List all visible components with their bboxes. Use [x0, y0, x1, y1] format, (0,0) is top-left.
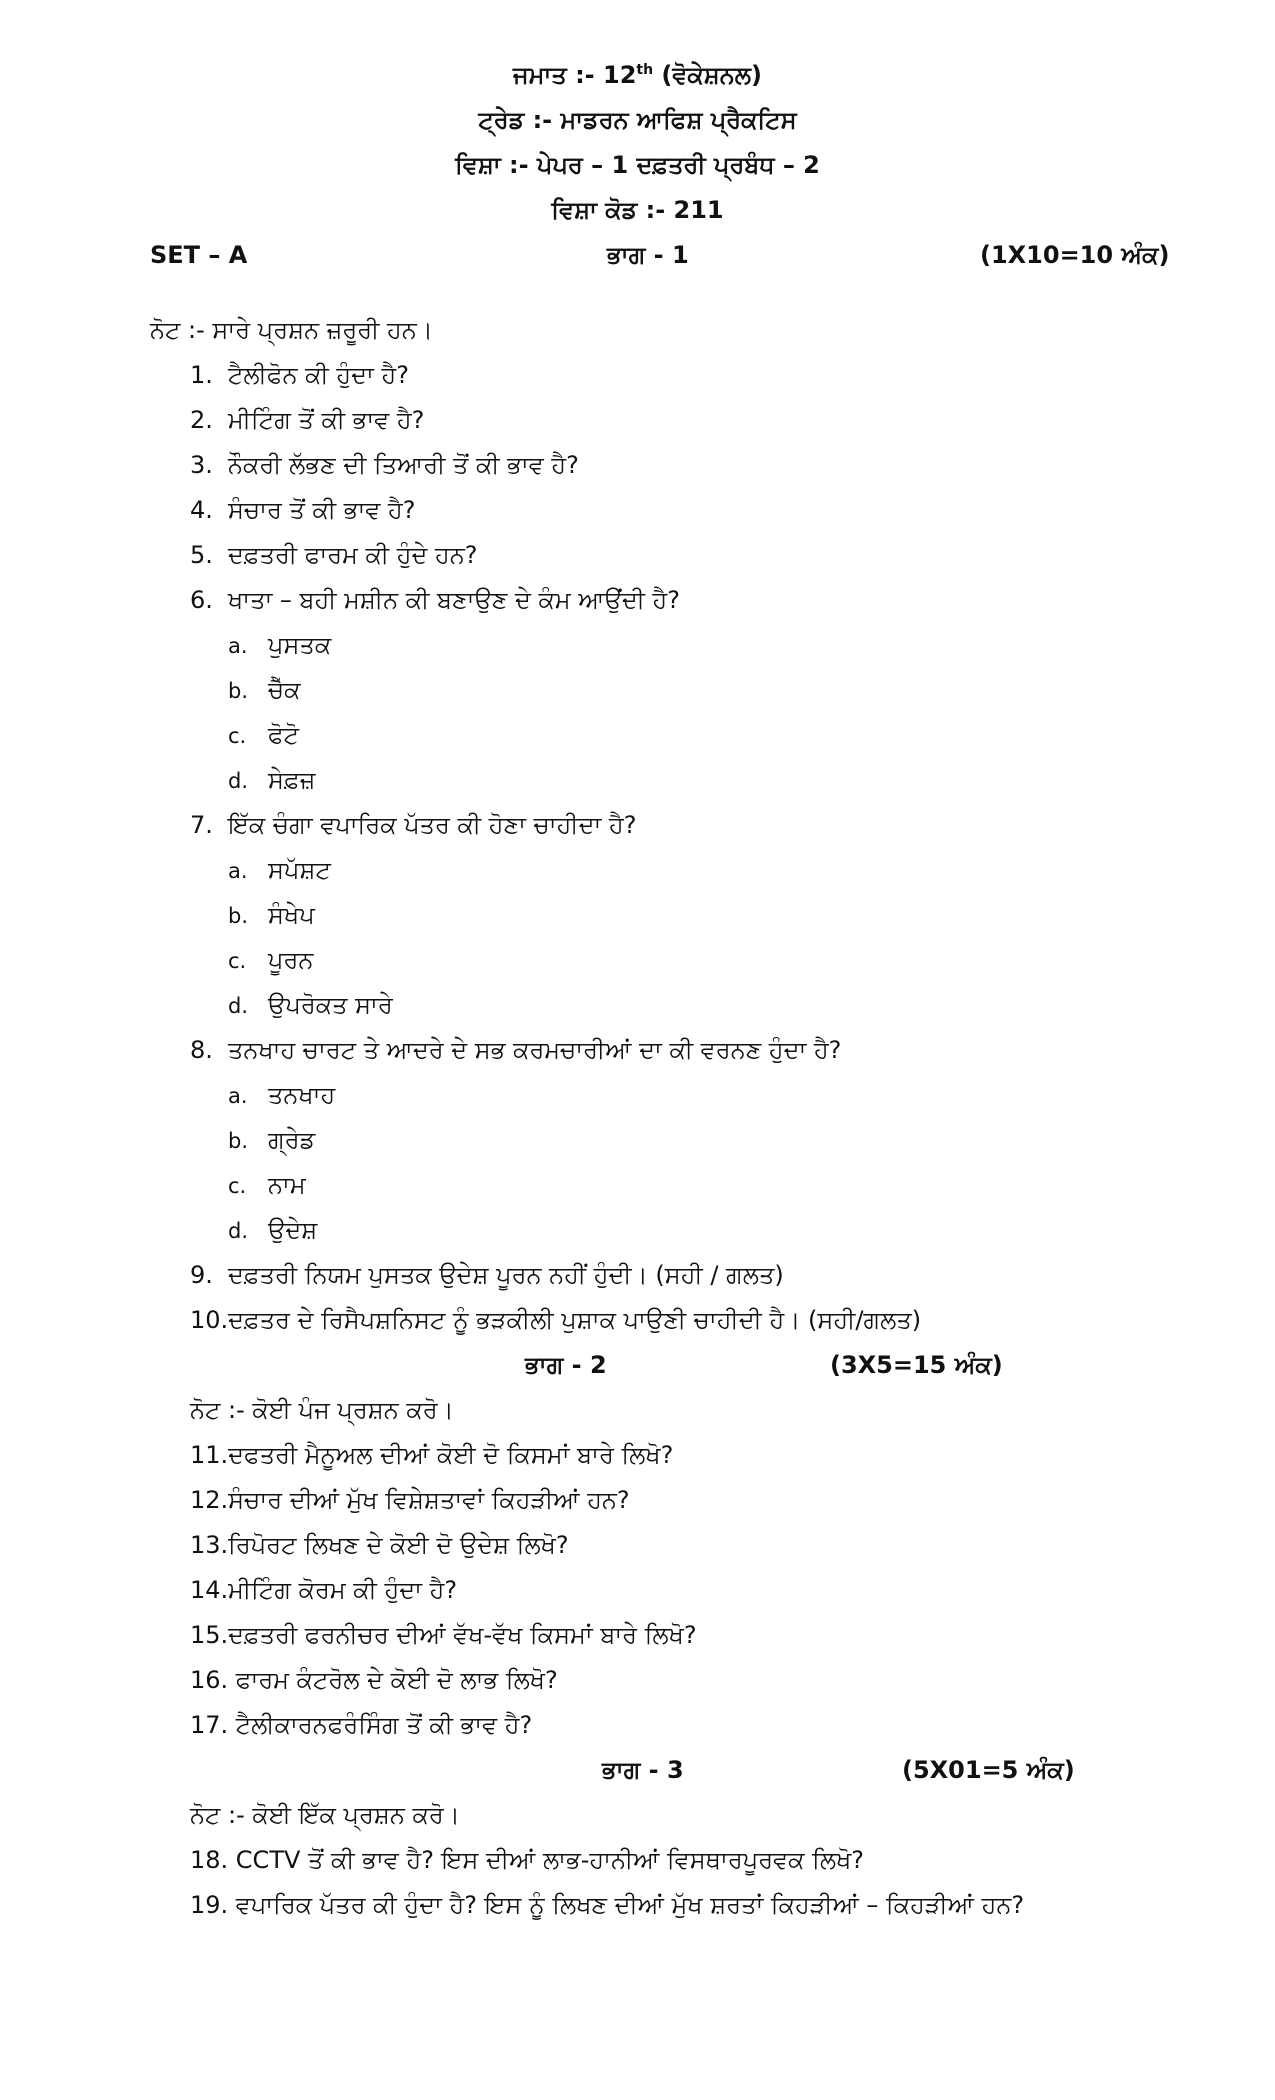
part1-title: ਭਾਗ - 1: [607, 241, 689, 269]
part3-marks: (5X01=5 ਅੰਕ): [902, 1756, 1075, 1784]
question-7-option-d: d. ਉਪਰੋਕਤ ਸਾਰੇ: [228, 991, 393, 1019]
part1-marks: (1X10=10 ਅੰਕ): [980, 241, 1170, 269]
question-7-option-a: a. ਸਪੱਸ਼ਟ: [228, 856, 331, 884]
question-2: 2. ਮੀਟਿੰਗ ਤੋਂ ਕੀ ਭਾਵ ਹੈ?: [190, 406, 425, 434]
question-17: 17. ਟੈਲੀਕਾਰਨਫਰੰਸਿੰਗ ਤੋਂ ਕੀ ਭਾਵ ਹੈ?: [190, 1711, 533, 1739]
question-3: 3. ਨੌਕਰੀ ਲੱਭਣ ਦੀ ਤਿਆਰੀ ਤੋਂ ਕੀ ਭਾਵ ਹੈ?: [190, 451, 579, 479]
question-13: 13.ਰਿਪੋਰਟ ਲਿਖਣ ਦੇ ਕੋਈ ਦੋ ਉਦੇਸ਼ ਲਿਖੋ?: [190, 1531, 569, 1559]
question-10: 10.ਦਫ਼ਤਰ ਦੇ ਰਿਸੈਪਸ਼ਨਿਸਟ ਨੂੰ ਭੜਕੀਲੀ ਪੁਸ਼ਾਕ ਪਾਉਣੀ ਚਾਹੀਦੀ ਹੈ। (ਸਹੀ/ਗਲਤ): [190, 1306, 922, 1334]
part2-note: ਨੋਟ :- ਕੋਈ ਪੰਜ ਪ੍ਰਸ਼ਨ ਕਰੋ।: [190, 1396, 454, 1424]
question-7: 7. ਇੱਕ ਚੰਗਾ ਵਪਾਰਿਕ ਪੱਤਰ ਕੀ ਹੋਣਾ ਚਾਹੀਦਾ ਹੈ?: [190, 811, 637, 839]
question-18: 18. CCTV ਤੋਂ ਕੀ ਭਾਵ ਹੈ? ਇਸ ਦੀਆਂ ਲਾਭ-ਹਾਨੀਆਂ ਵਿਸਥਾਰਪੂਰਵਕ ਲਿਖੋ?: [190, 1846, 865, 1874]
part2-title: ਭਾਗ - 2: [525, 1351, 607, 1379]
part1-note: ਨੋਟ :- ਸਾਰੇ ਪ੍ਰਸ਼ਨ ਜ਼ਰੂਰੀ ਹਨ।: [150, 316, 433, 344]
subject-heading: ਵਿਸ਼ਾ :- ਪੇਪਰ – 1 ਦਫ਼ਤਰੀ ਪ੍ਰਬੰਧ – 2: [455, 151, 820, 179]
question-8-option-d: d. ਉਦੇਸ਼: [228, 1216, 318, 1244]
question-7-option-b: b. ਸੰਖੇਪ: [228, 901, 315, 929]
set-label: SET – A: [150, 241, 248, 269]
question-8: 8. ਤਨਖਾਹ ਚਾਰਟ ਤੇ ਆਦਰੇ ਦੇ ਸਭ ਕਰਮਚਾਰੀਆਂ ਦਾ ਕੀ ਵਰਨਣ ਹੁੰਦਾ ਹੈ?: [190, 1036, 842, 1064]
question-1: 1. ਟੈਲੀਫੋਨ ਕੀ ਹੁੰਦਾ ਹੈ?: [190, 361, 409, 389]
question-6-option-a: a. ਪੁਸਤਕ: [228, 631, 332, 659]
question-6: 6. ਖਾਤਾ – ਬਹੀ ਮਸ਼ੀਨ ਕੀ ਬਣਾਉਣ ਦੇ ਕੰਮ ਆਉਂਦੀ ਹੈ?: [190, 586, 681, 614]
question-6-option-d: d. ਸੇਫ਼ਜ਼: [228, 766, 316, 794]
question-8-option-b: b. ਗ੍ਰੇਡ: [228, 1126, 316, 1154]
question-5: 5. ਦਫ਼ਤਰੀ ਫਾਰਮ ਕੀ ਹੁੰਦੇ ਹਨ?: [190, 541, 478, 569]
question-14: 14.ਮੀਟਿੰਗ ਕੋਰਮ ਕੀ ਹੁੰਦਾ ਹੈ?: [190, 1576, 458, 1604]
trade-heading: ਟ੍ਰੇਡ :- ਮਾਡਰਨ ਆਫਿਸ਼ ਪ੍ਰੈਕਟਿਸ: [478, 106, 797, 134]
question-11: 11.ਦਫਤਰੀ ਮੈਨੂਅਲ ਦੀਆਂ ਕੋਈ ਦੋ ਕਿਸਮਾਂ ਬਾਰੇ ਲਿਖੋ?: [190, 1441, 674, 1469]
question-8-option-c: c. ਨਾਮ: [228, 1171, 306, 1199]
class-heading: ਜਮਾਤ :- 12th (ਵੋਕੇਸ਼ਨਲ): [513, 61, 762, 89]
question-6-option-b: b. ਚੈੱਕ: [228, 676, 301, 704]
part3-title: ਭਾਗ - 3: [602, 1756, 684, 1784]
question-6-option-c: c. ਫੋਟੋ: [228, 721, 300, 749]
question-4: 4. ਸੰਚਾਰ ਤੋਂ ਕੀ ਭਾਵ ਹੈ?: [190, 496, 416, 524]
part3-note: ਨੋਟ :- ਕੋਈ ਇੱਕ ਪ੍ਰਸ਼ਨ ਕਰੋ।: [190, 1801, 460, 1829]
question-7-option-c: c. ਪੂਰਨ: [228, 946, 314, 974]
question-15: 15.ਦਫ਼ਤਰੀ ਫਰਨੀਚਰ ਦੀਆਂ ਵੱਖ-ਵੱਖ ਕਿਸਮਾਂ ਬਾਰੇ ਲਿਖੋ?: [190, 1621, 697, 1649]
question-9: 9. ਦਫ਼ਤਰੀ ਨਿਯਮ ਪੁਸਤਕ ਉਦੇਸ਼ ਪੂਰਨ ਨਹੀਂ ਹੁੰਦੀ। (ਸਹੀ / ਗਲਤ): [190, 1261, 784, 1289]
question-19: 19. ਵਪਾਰਿਕ ਪੱਤਰ ਕੀ ਹੁੰਦਾ ਹੈ? ਇਸ ਨੂੰ ਲਿਖਣ ਦੀਆਂ ਮੁੱਖ ਸ਼ਰਤਾਂ ਕਿਹੜੀਆਂ – ਕਿਹੜੀਆਂ ਹਨ?: [190, 1891, 1025, 1919]
part2-marks: (3X5=15 ਅੰਕ): [830, 1351, 1003, 1379]
question-12: 12.ਸੰਚਾਰ ਦੀਆਂ ਮੁੱਖ ਵਿਸ਼ੇਸ਼ਤਾਵਾਂ ਕਿਹੜੀਆਂ ਹਨ?: [190, 1486, 630, 1514]
subject-code-heading: ਵਿਸ਼ਾ ਕੋਡ :- 211: [551, 196, 724, 224]
question-8-option-a: a. ਤਨਖਾਹ: [228, 1081, 336, 1109]
question-16: 16. ਫਾਰਮ ਕੰਟਰੋਲ ਦੇ ਕੋਈ ਦੋ ਲਾਭ ਲਿਖੋ?: [190, 1666, 558, 1694]
